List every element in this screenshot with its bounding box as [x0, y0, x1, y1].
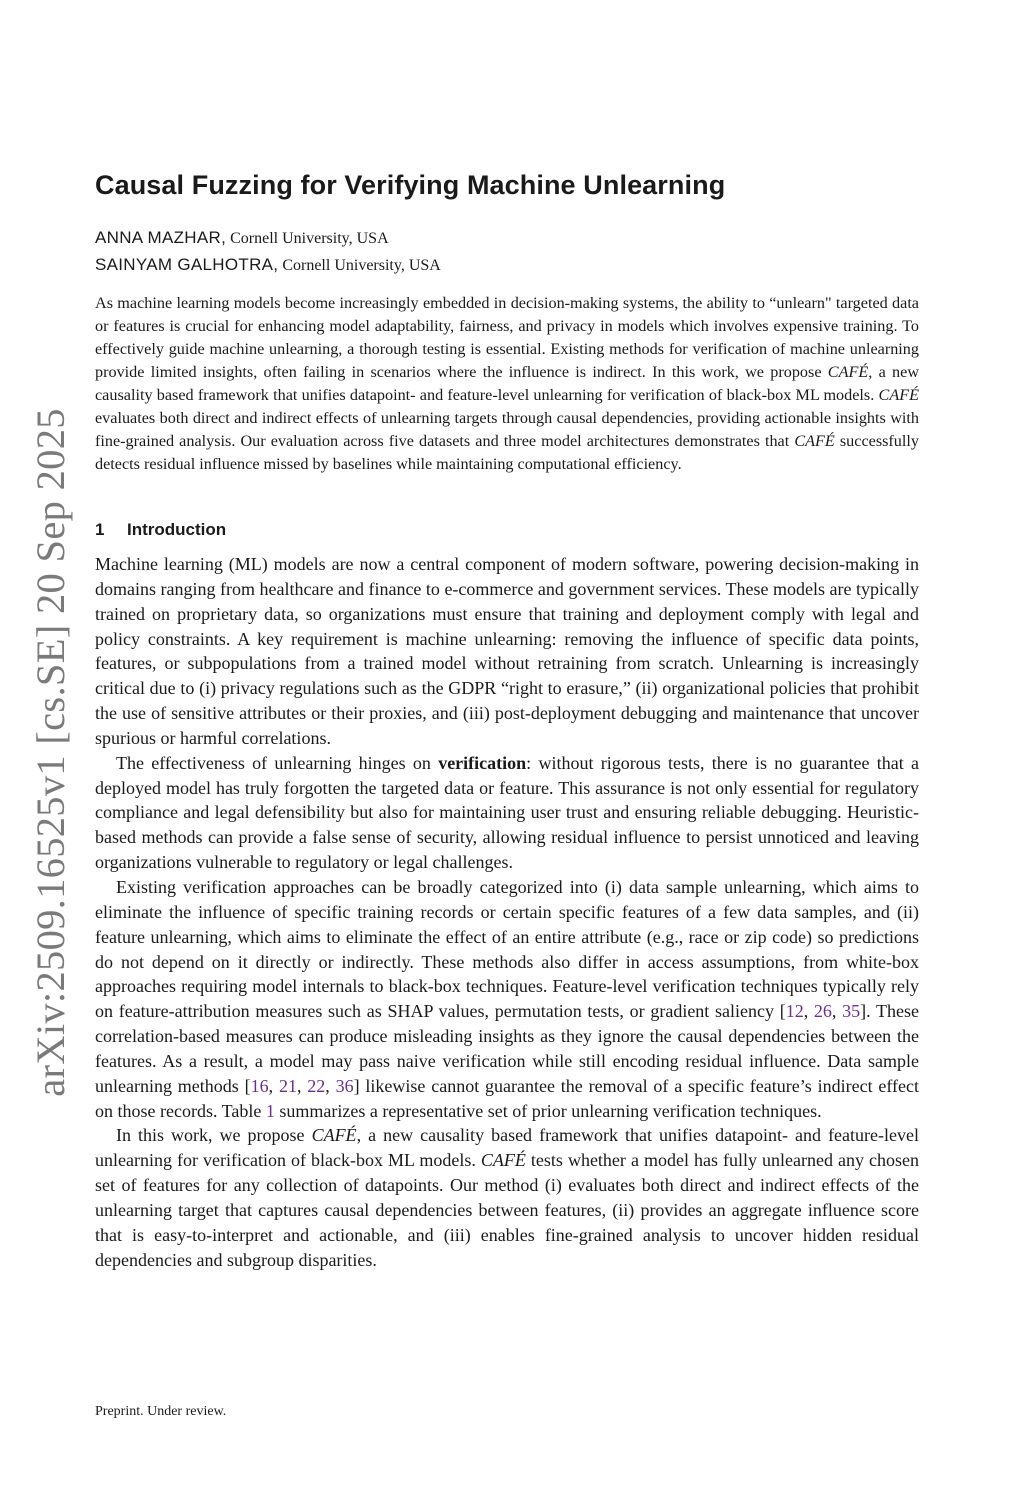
author-name: SAINYAM GALHOTRA, [95, 255, 279, 274]
author-line [95, 255, 441, 275]
method-name: CAFÉ [878, 386, 919, 404]
citation-separator: , [803, 1001, 814, 1022]
paragraph [95, 751, 919, 875]
abstract-text: , a new causality based framework that unifies datapoint- and feature-level unlearning for verification of black-box ML models. [95, 363, 920, 404]
citation-link[interactable]: 16 [250, 1075, 269, 1096]
section-number: 1 [95, 520, 105, 539]
citation-link[interactable]: 26 [813, 1001, 832, 1022]
author-name: ANNA MAZHAR, [95, 228, 227, 247]
paragraph-text: , a new causality based framework that unifies datapoint- and feature-level unlearning for verification of black-box ML models. [95, 1125, 919, 1171]
arxiv-identifier-sidebar [20, 392, 80, 1112]
citation-link[interactable]: 21 [278, 1075, 297, 1096]
paragraph-text: In this work, we propose [116, 1125, 312, 1146]
paragraph-text: : without rigorous tests, there is no guarantee that a deployed model has truly forgotten the targeted data or feature. This assurance is not only essential for regulatory compliance and legal defensibility but also for maintaining user trust and ensuring reliable debugging. Heuristic-based methods can provide a false sense of security, allowing residual influence to persist unnoticed and leaving organizations vulnerable to regulatory or legal challenges. [95, 752, 919, 873]
paragraph: Machine learning (ML) models are now a central component of modern software, powering decision-making in domains ranging from healthcare and finance to e-commerce and government services. These models are typically trained on proprietary data, so organizations must ensure that training and deployment comply with legal and policy constraints. A key requirement is machine unlearning: removing the influence of specific data points, features, or subpopulations from a trained model without retraining from scratch. Unlearning is increasingly critical due to (i) privacy regulations such as the GDPR “right to erasure,” (ii) organizational policies that prohibit the use of sensitive attributes or their proxies, and (iii) post-deployment debugging and maintenance that uncover spurious or harmful correlations. [95, 554, 919, 748]
paragraph-text: Existing verification approaches can be broadly categorized into (i) data sample unlearning, which aims to eliminate the influence of specific training records or certain specific features of a few data samples, and (ii) feature unlearning, which aims to eliminate the effect of an entire attribute (e.g., race or zip code) so predictions do not depend on it directly or indirectly. These methods also differ in access assumptions, from white-box approaches requiring model internals to black-box techniques. Feature-level verification techniques typically rely on feature-attribution measures such as SHAP values, permutation tests, or gradient saliency [ [95, 876, 919, 1022]
paragraph [95, 875, 919, 1123]
author-line [95, 228, 389, 248]
citation-separator: , [831, 1001, 843, 1022]
abstract [95, 292, 919, 476]
method-name: CAFÉ [794, 432, 835, 450]
paragraph-text: ] likewise cannot guarantee the removal of a specific feature’s indirect effect on those records. Table [95, 1075, 920, 1121]
author-affiliation: Cornell University, USA [282, 257, 441, 274]
paper-title: Causal Fuzzing for Verifying Machine Unlearning [95, 170, 726, 200]
introduction-body [95, 552, 919, 1272]
citation-separator: , [268, 1075, 279, 1096]
abstract-text: As machine learning models become increasingly embedded in decision-making systems, the ability to “unlearn" targeted data or features is crucial for enhancing model adaptability, fairness, and privacy in models which involves expensive training. To effectively guide machine unlearning, a thorough testing is essential. Existing methods for verification of machine unlearning provide limited insights, often failing in scenarios where the influence is indirect. In this work, we propose [95, 294, 919, 381]
paragraph [95, 1123, 919, 1272]
arxiv-identifier: arXiv:2509.16525v1 [cs.SE] 20 Sep 2025 [27, 407, 73, 1097]
paragraph-text: The effectiveness of unlearning hinges on [116, 752, 439, 773]
abstract-text: evaluates both direct and indirect effects of unlearning targets through causal dependencies, providing actionable insights with fine-grained analysis. Our evaluation across five datasets and three model architectures demonstrates that [95, 409, 919, 450]
section-heading-introduction [95, 520, 226, 540]
page-footer: Preprint. Under review. [95, 1404, 227, 1419]
paragraph-text: summarizes a representative set of prior unlearning verification techniques. [274, 1100, 822, 1121]
section-title: Introduction [127, 520, 227, 539]
table-reference-link[interactable]: 1 [265, 1100, 275, 1121]
citation-separator: , [325, 1075, 336, 1096]
citation-link[interactable]: 12 [785, 1001, 804, 1022]
emphasis-verification: verification [438, 752, 527, 773]
citation-link[interactable]: 36 [335, 1075, 354, 1096]
paragraph-text: tests whether a model has fully unlearned any chosen set of features for any collection of datapoints. Our method (i) evaluates both direct and indirect effects of the unlearning target that captures causal dependencies between features, (ii) provides an aggregate influence score that is easy-to-interpret and actionable, and (iii) enables fine-grained analysis to uncover hidden residual dependencies and subgroup disparities. [95, 1150, 919, 1270]
author-affiliation: Cornell University, USA [230, 230, 389, 247]
citation-separator: , [296, 1075, 308, 1096]
citation-link[interactable]: 35 [842, 1001, 861, 1022]
method-name: CAFÉ [827, 363, 869, 381]
citation-link[interactable]: 22 [307, 1075, 326, 1096]
abstract-text: successfully detects residual influence missed by baselines while maintaining computational efficiency. [95, 432, 919, 473]
method-name: CAFÉ [311, 1125, 357, 1146]
paragraph-text: ]. These correlation-based measures can produce misleading insights as they ignore the causal dependencies between the features. As a result, a model may pass naive verification while still encoding residual influence. Data sample unlearning methods [ [95, 1001, 920, 1096]
method-name: CAFÉ [480, 1150, 526, 1171]
